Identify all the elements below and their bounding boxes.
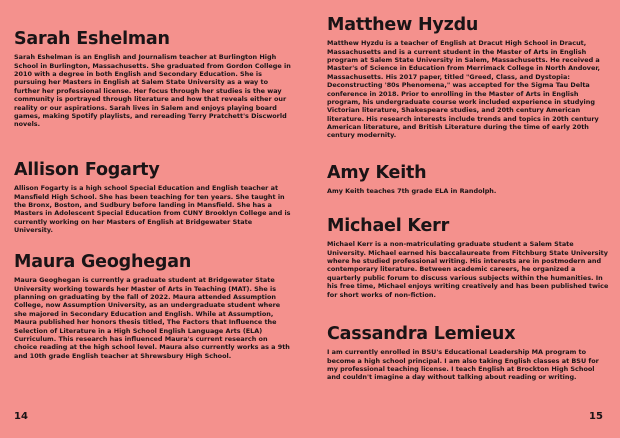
bio-amy-keith: [327, 164, 609, 196]
bio-text: Michael Kerr is a non-matriculating graduate student a Salem State University. Michael earned his baccalaureate from Fitchburg State University where he studied professional writing. His interests are in postmodern and contemporary literature. Between academic careers, he organized a quarterly public forum to discuss various subjects within the humanities. In his free time, Michael enjoys writing creatively and has been published twice for short works of non-fiction.: [327, 240, 609, 299]
bio-sarah-eshelman: [14, 30, 292, 129]
bio-maura-geoghegan: [14, 253, 292, 360]
bio-name: Cassandra Lemieux: [327, 324, 516, 344]
bio-text: I am currently enrolled in BSU's Educational Leadership MA program to become a high school principal. I am also taking English classes at BSU for my professional teaching license. I teach English at Brockton High School and couldn't imagine a day without talking about reading or writing.: [327, 348, 599, 382]
bio-michael-kerr: [327, 217, 609, 299]
bio-text: Amy Keith teaches 7th grade ELA in Randolph.: [327, 187, 497, 196]
bio-text: Maura Geoghegan is currently a graduate student at Bridgewater State University working towards her Master of Arts in Teaching (MAT). She is planning on graduating by the fall of 2022. Maura attended Assumption College, now Assumption University, as an undergraduate student where she majored in Secondary Education and English. While at Assumption, Maura published her honors thesis titled, The Factors that Influence the Selection of Literature in a High School English Language Arts (ELA) Curriculum. This research has influenced Maura's current research on choice reading at the high school level. Maura also currently works as a 9th and 10th grade English teacher at Shrewsbury High School.: [14, 276, 290, 360]
bio-allison-fogarty: [14, 161, 292, 235]
page-number-left: 14: [14, 411, 28, 422]
bio-name: Maura Geoghegan: [14, 252, 192, 272]
bio-cassandra-lemieux: [327, 325, 609, 382]
bio-matthew-hyzdu: [327, 16, 609, 140]
bio-text: Allison Fogarty is a high school Special Education and English teacher at Mansfield High School. She has been teaching for ten years. She taught in the Bronx, Boston, and Sudbury before landing in Mansfield. She has a Masters in Adolescent Special Education from CUNY Brooklyn College and is currently working on her Masters of English at Bridgewater State University.: [14, 184, 291, 235]
bio-name: Michael Kerr: [327, 216, 449, 236]
bio-name: Sarah Eshelman: [14, 29, 170, 49]
bio-name: Allison Fogarty: [14, 160, 160, 180]
bio-text: Matthew Hyzdu is a teacher of English at Dracut High School in Dracut, Massachusetts and is a current student in the Master of Arts in English program at Salem State University in Salem, Massachusetts. He received a Master's of Science in Education from Merrimack College in North Andover, Massachusetts. His 2017 paper, titled "Greed, Class, and Dystopia: Deconstructing '80s Phenomena," was accepted for the Sigma Tau Delta conference in 2018. Prior to enrolling in the Master of Arts in English program, his undergraduate course work included experience in studying Victorian literature, Shakespeare studies, and 20th century American literature. His research interests include trends and topics in 20th century American literature, and British Literature during the time of early 20th century modernity.: [327, 39, 601, 140]
bio-name: Matthew Hyzdu: [327, 15, 479, 35]
bio-name: Amy Keith: [327, 163, 427, 183]
page-number-right: 15: [589, 411, 603, 422]
bio-text: Sarah Eshelman is an English and Journalism teacher at Burlington High School in Burlington, Massachusetts. She graduated from Gordon College in 2010 with a degree in both English and Secondary Education. She is pursuing her Masters in English at Salem State University as a way to further her professional license. Her focus through her studies is the way community is portrayed through literature and how that reveals either our reality or our aspirations. Sarah lives in Salem and enjoys playing board games, making Spotify playlists, and rereading Terry Pratchett's Discworld novels.: [14, 53, 291, 129]
